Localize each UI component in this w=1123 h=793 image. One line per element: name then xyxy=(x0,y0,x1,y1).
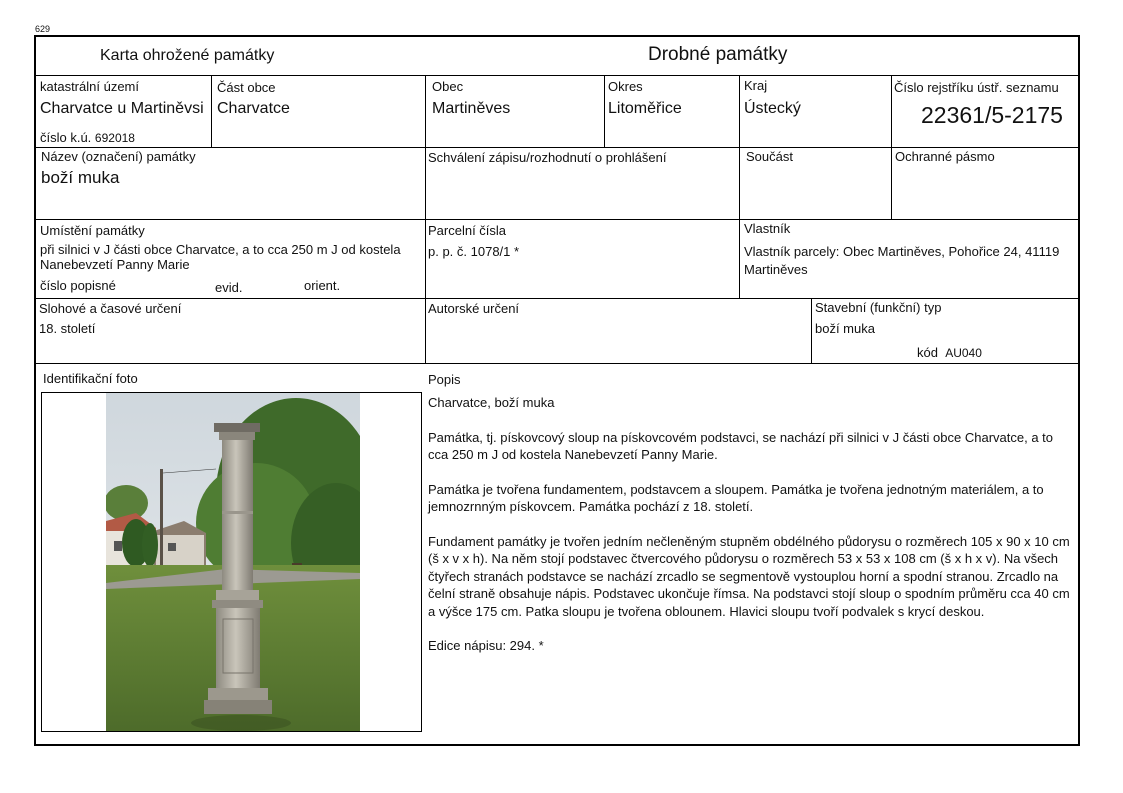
rule-row3 xyxy=(35,298,1080,299)
typ-label: Stavební (funkční) typ xyxy=(815,300,942,315)
umisteni-label: Umístění památky xyxy=(40,223,145,238)
rule-row4 xyxy=(35,363,1079,364)
rule-v-typ xyxy=(811,298,812,363)
kod-value: AU040 xyxy=(945,346,982,360)
schvaleni-label: Schválení zápisu/rozhodnutí o prohlášení xyxy=(428,150,667,165)
ku-label-text: číslo k.ú. xyxy=(40,130,92,145)
rule-row1 xyxy=(35,147,1080,148)
rule-header xyxy=(35,75,1080,76)
kod-label xyxy=(917,345,982,360)
kraj-label: Kraj xyxy=(744,78,768,93)
kat-value: Charvatce u Martiněvsi xyxy=(40,100,204,117)
rejstrik-label: Číslo rejstříku ústř. seznamu xyxy=(894,80,1059,95)
obec-label: Obec xyxy=(432,79,464,94)
category-title: Drobné památky xyxy=(648,44,788,65)
popis-text xyxy=(428,394,1073,672)
parcelni-label: Parcelní čísla xyxy=(428,223,507,238)
kat-label: katastrální území xyxy=(40,79,139,94)
popis-paragraph: Památka, tj. pískovcový sloup na pískovcovém podstavci, se nachází při silnici v J části obce Charvatce, a to cca 250 m J od kostela Nanebevzetí Panny Marie. xyxy=(428,429,1054,462)
sloh-label: Slohové a časové určení xyxy=(39,301,182,316)
identification-photo xyxy=(106,393,360,732)
vlastnik-label: Vlastník xyxy=(744,221,791,236)
popis-paragraph: Fundament památky je tvořen jedním nečleněným stupněm obdélného půdorysu o rozměrech 105 x 90 x 10 cm (š x v x h). Na něm stojí podstavec čtvercového půdorysu o rozměrech 53 x 53 x 108 cm (š x h x v). Na všech čtyřech stranách podstavce se nachází zrcadlo se segmentově vystouplou horní a spodní stranou. Zrcadlo na čelní straně obsahuje nápis. Podstavec ukončuje římsa. Na podstavci stojí sloup o spodním průměru cca 40 cm a výšce 175 cm. Patka sloupu je tvořena oblounem. Hlavici sloupu tvoří podvalek s krycí deskou. xyxy=(428,533,1070,619)
popis-paragraph: Památka je tvořena fundamentem, podstavcem a sloupem. Památka je tvořena jednotným materiálem, a to jemnozrnným pískovcem. Památka pochází z 18. století. xyxy=(428,481,1044,514)
popisne-label: číslo popisné xyxy=(40,278,116,293)
rule-row2 xyxy=(35,219,1080,220)
rule-v-rejstrik xyxy=(891,75,892,219)
umisteni-value: při silnici v J části obce Charvatce, a to cca 250 m J od kostela Nanebevzetí Panny Marie xyxy=(40,242,401,272)
kod-label-text: kód xyxy=(917,345,938,360)
vlastnik-value: Vlastník parcely: Obec Martiněves, Pohořice 24, 41119 Martiněves xyxy=(744,244,1060,277)
rejstrik-value: 22361/5-2175 xyxy=(921,102,1063,128)
nazev-value: boží muka xyxy=(41,168,120,187)
pasmo-label: Ochranné pásmo xyxy=(895,149,995,164)
okres-value: Litoměřice xyxy=(608,100,682,117)
rule-v-mid xyxy=(425,75,426,363)
rule-v-okres xyxy=(604,75,605,147)
ku-value: 692018 xyxy=(94,131,135,145)
foto-label: Identifikační foto xyxy=(43,371,138,386)
popis-paragraph: Charvatce, boží muka xyxy=(428,395,555,410)
okres-label: Okres xyxy=(608,79,643,94)
kraj-value: Ústecký xyxy=(744,100,801,117)
card-title: Karta ohrožené památky xyxy=(100,47,275,64)
obec-value: Martiněves xyxy=(432,100,511,117)
cast-label: Část obce xyxy=(217,80,276,95)
rule-v-kraj xyxy=(739,75,740,298)
soucast-label: Součást xyxy=(746,149,793,164)
sloh-value: 18. století xyxy=(39,321,96,336)
photo-frame xyxy=(41,392,422,732)
autor-label: Autorské určení xyxy=(428,301,520,316)
popis-paragraph: Edice nápisu: 294. * xyxy=(428,638,544,653)
page-number: 629 xyxy=(35,24,51,34)
parcelni-value: p. p. č. 1078/1 * xyxy=(428,244,520,259)
ku-label xyxy=(40,130,135,145)
cast-value: Charvatce xyxy=(217,100,290,117)
orient-label: orient. xyxy=(304,278,341,293)
typ-value: boží muka xyxy=(815,321,875,336)
popis-label: Popis xyxy=(428,372,461,387)
nazev-label: Název (označení) památky xyxy=(41,149,196,164)
evid-label: evid. xyxy=(215,280,243,295)
rule-v-cast xyxy=(211,75,212,147)
